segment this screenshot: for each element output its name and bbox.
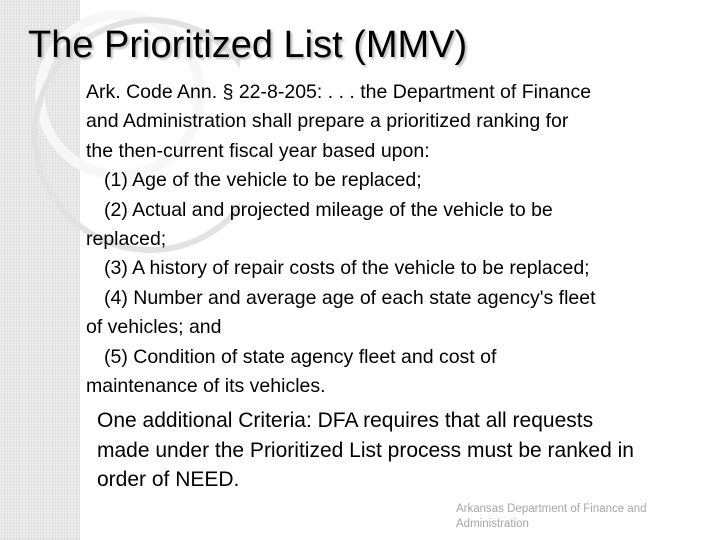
text-line: maintenance of its vehicles. [86,375,326,398]
text-line: made under the Prioritized List process must be ranked in [97,438,634,462]
slide-title: The Prioritized List (MMV) [28,24,468,66]
text-line: One additional Criteria: DFA requires that all requests [97,409,594,432]
text-line: and Administration shall prepare a prioritized ranking for [86,110,569,133]
footer-line: Administration [456,517,529,530]
footer [456,502,647,531]
text-line: replaced; [86,228,167,251]
text-line: of vehicles; and [86,316,222,339]
text-line: order of NEED. [97,468,240,491]
criterion-1: (1) Age of the vehicle to be replaced; [104,169,422,192]
footer-line: Arkansas Department of Finance and [456,503,647,515]
criterion-2: (2) Actual and projected mileage of the vehicle to be [104,198,553,221]
text-line: the then-current fiscal year based upon: [86,139,430,162]
additional-criteria [97,406,634,495]
criterion-3: (3) A history of repair costs of the vehicle to be replaced; [104,257,590,280]
criterion-4: (4) Number and average age of each state agency's fleet [104,286,596,309]
text-line: Ark. Code Ann. § 22-8-205: . . . the Department of Finance [86,81,592,103]
statute-text [86,78,720,401]
criterion-5: (5) Condition of state agency fleet and cost of [104,345,497,368]
